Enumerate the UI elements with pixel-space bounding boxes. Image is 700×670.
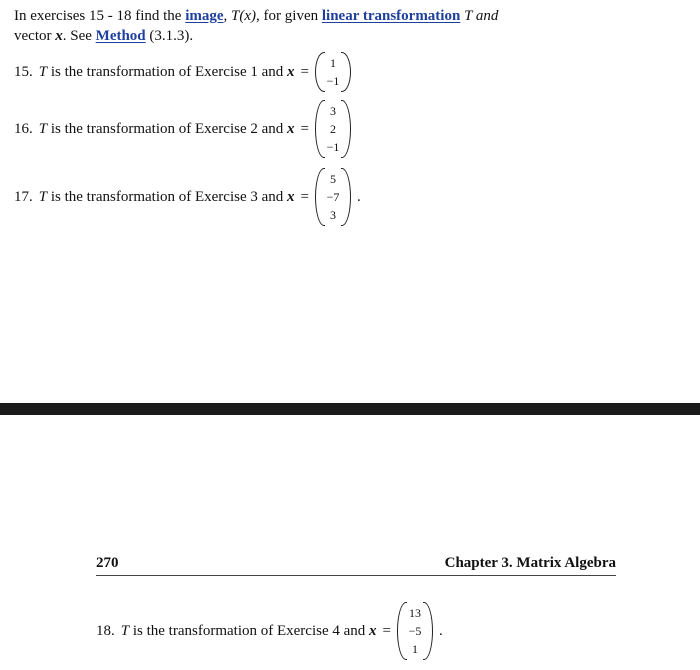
t-symbol: T	[120, 622, 130, 639]
exercise-18	[96, 602, 443, 660]
vector-entry: 1	[330, 56, 336, 70]
instructions-paragraph	[14, 6, 544, 46]
x-symbol: x	[287, 63, 295, 80]
intro-text: T and	[460, 8, 499, 24]
exercise-number: 18.	[96, 622, 115, 639]
x-symbol: x	[55, 28, 63, 44]
vector-entry: −1	[326, 74, 340, 88]
trailing-period: .	[439, 622, 443, 639]
vector-entry: −1	[326, 140, 340, 154]
exercise-text: is the transformation of Exercise 4 and	[129, 622, 370, 639]
exercise-15	[14, 52, 351, 92]
intro-text: , for given	[256, 8, 322, 24]
right-paren	[341, 168, 351, 226]
vector-entry: 3	[330, 208, 336, 222]
image-link[interactable]: image	[185, 8, 224, 24]
column-vector	[315, 52, 351, 92]
intro-text: (3.1.3).	[145, 28, 194, 44]
column-vector	[397, 602, 433, 660]
exercise-text: is the transformation of Exercise 2 and	[47, 120, 288, 137]
left-paren	[315, 52, 325, 92]
page-separator-band	[0, 403, 700, 415]
x-symbol: x	[369, 622, 377, 639]
vector-entry: −5	[408, 624, 422, 638]
vector-entry: 3	[330, 104, 336, 118]
t-symbol: T	[38, 120, 48, 137]
vector-entry: −7	[326, 190, 340, 204]
linear-transformation-link[interactable]: linear transformation	[321, 8, 461, 24]
equals-sign: =	[300, 120, 309, 137]
right-paren	[341, 100, 351, 158]
exercise-number: 17.	[14, 188, 33, 205]
intro-text: ,	[223, 8, 232, 24]
x-symbol: x	[287, 120, 295, 137]
vector-entry: 5	[330, 172, 336, 186]
right-paren	[341, 52, 351, 92]
method-link[interactable]: Method	[95, 28, 146, 44]
left-paren	[315, 100, 325, 158]
intro-text: vector	[14, 28, 56, 44]
equals-sign: =	[300, 188, 309, 205]
t-symbol: T	[38, 63, 48, 80]
page-header	[96, 555, 616, 576]
column-vector	[315, 168, 351, 226]
exercise-17	[14, 168, 361, 226]
equals-sign: =	[300, 63, 309, 80]
exercise-16	[14, 100, 351, 158]
vector-entry: 13	[409, 606, 421, 620]
chapter-title: Chapter 3. Matrix Algebra	[444, 555, 616, 571]
x-symbol: x	[287, 188, 295, 205]
trailing-period: .	[357, 188, 361, 205]
tx-math: T(x)	[231, 8, 257, 24]
left-paren	[397, 602, 407, 660]
intro-text: In exercises 15 - 18 find the	[14, 8, 186, 24]
vector-entry: 2	[330, 122, 336, 136]
exercise-number: 16.	[14, 120, 33, 137]
exercise-text: is the transformation of Exercise 3 and	[47, 188, 288, 205]
intro-text: . See	[62, 28, 96, 44]
intro-line-2	[14, 26, 544, 46]
right-paren	[423, 602, 433, 660]
page-number: 270	[96, 555, 119, 571]
vector-entry: 1	[412, 642, 418, 656]
exercise-text: is the transformation of Exercise 1 and	[47, 63, 288, 80]
equals-sign: =	[382, 622, 391, 639]
left-paren	[315, 168, 325, 226]
t-symbol: T	[38, 188, 48, 205]
column-vector	[315, 100, 351, 158]
exercise-number: 15.	[14, 63, 33, 80]
